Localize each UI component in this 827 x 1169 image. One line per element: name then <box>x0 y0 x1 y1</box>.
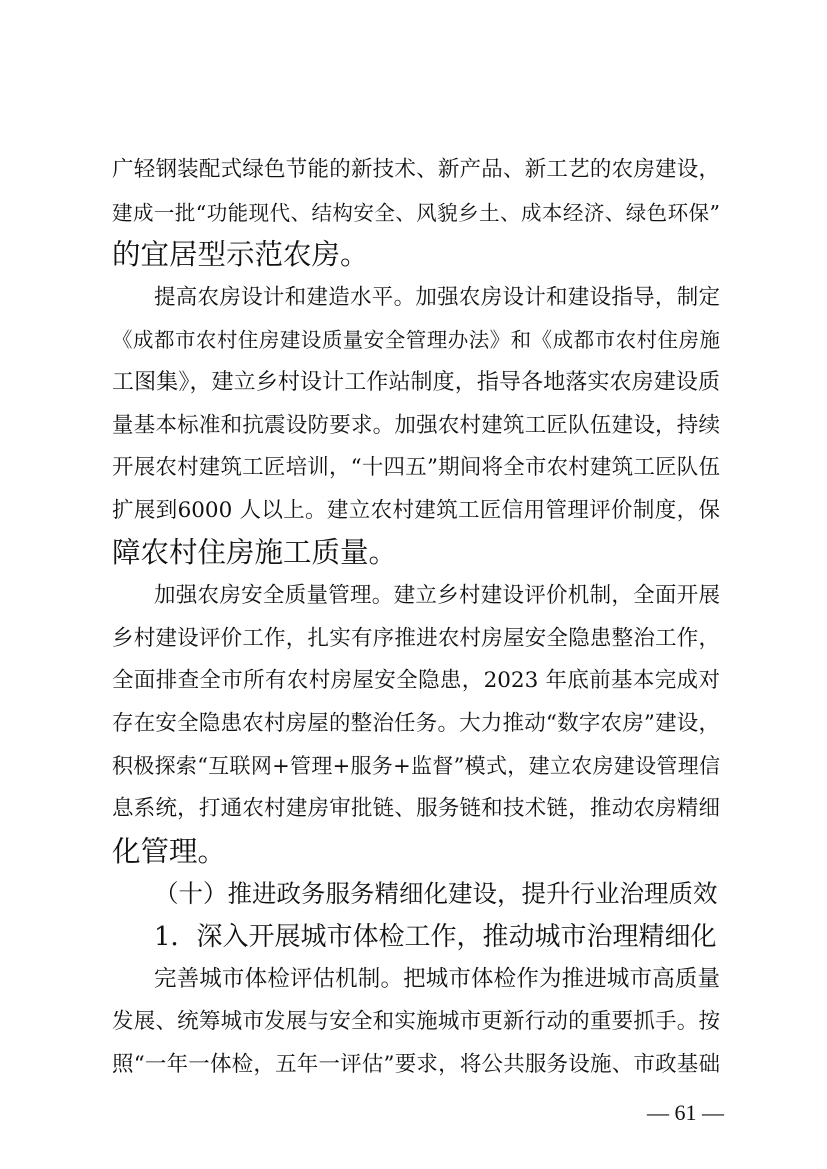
page-number: — 61 — <box>647 1100 724 1125</box>
text-line: 息系统，打通农村建房审批链、服务链和技术链，推动农房精细 <box>112 796 720 821</box>
text-line: 的宜居型示范农房。 <box>112 238 369 272</box>
text-line: 1．深入开展城市体检工作，推动城市治理精细化 <box>154 921 717 952</box>
text-line: 开展农村建筑工匠培训，“十四五”期间将全市农村建筑工匠队伍 <box>112 455 720 481</box>
text-line: 障农村住房施工质量。 <box>112 536 398 570</box>
text-line: 建成一批“功能现代、结构安全、风貌乡土、成本经济、绿色环保” <box>112 200 720 225</box>
text-line: 加强农房安全质量管理。建立乡村建设评价机制，全面开展 <box>154 583 720 608</box>
text-line: 提高农房设计和建造水平。加强农房设计和建设指导，制定 <box>154 284 720 310</box>
text-line: 化管理。 <box>112 834 227 868</box>
text-line: 乡村建设评价工作，扎实有序推进农村房屋安全隐患整治工作， <box>112 625 720 651</box>
text-line: 全面排查全市所有农村房屋安全隐患，2023 年底前基本完成对 <box>112 668 720 694</box>
text-line: 积极探索“互联网+管理+服务+监督”模式，建立农房建设管理信 <box>112 754 720 779</box>
text-line: 《成都市农村住房建设质量安全管理办法》和《成都市农村住房施 <box>112 328 720 353</box>
text-line: 扩展到6000 人以上。建立农村建筑工匠信用管理评价制度，保 <box>112 497 720 523</box>
text-line: 发展、统筹城市发展与安全和实施城市更新行动的重要抓手。按 <box>112 1009 720 1034</box>
text-line: 量基本标准和抗震设防要求。加强农村建筑工匠队伍建设，持续 <box>112 412 720 438</box>
text-line: 广轻钢装配式绿色节能的新技术、新产品、新工艺的农房建设， <box>112 157 720 182</box>
text-line: 工图集》，建立乡村设计工作站制度，指导各地落实农房建设质 <box>112 370 720 395</box>
text-line: 照“一年一体检，五年一评估”要求，将公共服务设施、市政基础 <box>112 1051 720 1077</box>
text-line: （十）推进政务服务精细化建设，提升行业治理质效 <box>154 879 718 909</box>
text-line: 存在安全隐患农村房屋的整治任务。大力推动“数字农房”建设， <box>112 710 720 736</box>
text-line: 完善城市体检评估机制。把城市体检作为推进城市高质量 <box>154 966 720 993</box>
